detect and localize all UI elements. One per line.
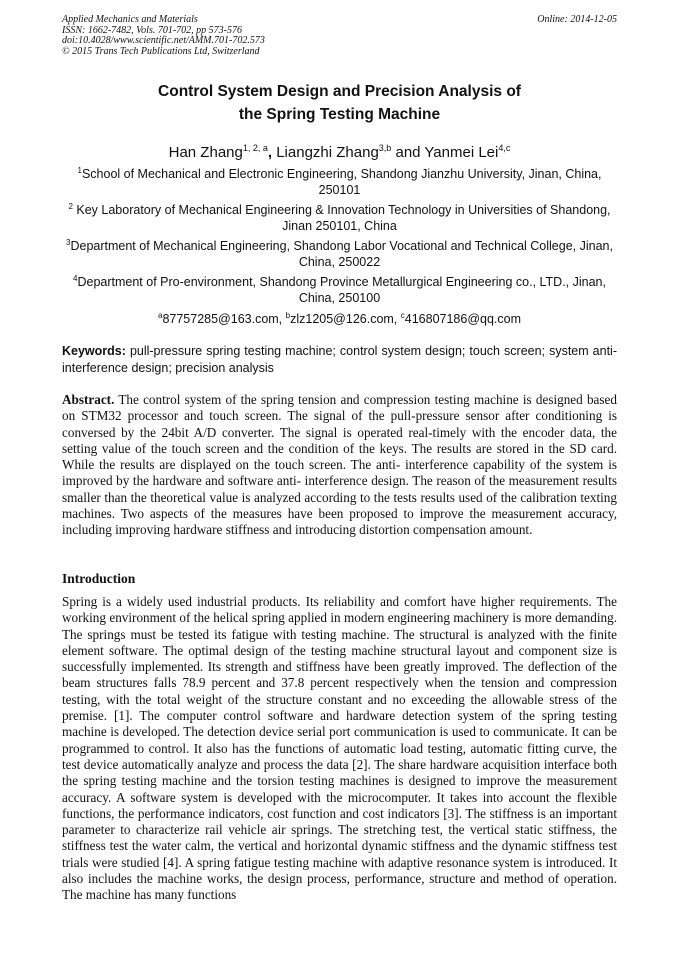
- title-line-2: the Spring Testing Machine: [238, 106, 441, 123]
- title-line-1: Control System Design and Precision Analysis of: [158, 83, 521, 100]
- affiliation-sup: 4: [73, 274, 78, 283]
- paper-title: [62, 80, 617, 126]
- keywords-label: Keywords:: [62, 344, 126, 358]
- affiliation-4: [62, 271, 617, 306]
- affiliation-text: Department of Pro-environment, Shandong Province Metallurgical Engineering co., LTD., Jinan, China, 250100: [77, 275, 606, 306]
- doi-line: doi:10.4028/www.scientific.net/AMM.701-702.573: [62, 35, 265, 47]
- author-list: [62, 138, 617, 163]
- email-sup: c: [400, 311, 405, 320]
- email-sup: a: [157, 311, 163, 320]
- abstract-label: Abstract.: [62, 392, 115, 407]
- email-text: 87757285@163.com,: [162, 312, 286, 327]
- author-sup: 4,c: [498, 143, 511, 153]
- section-heading-introduction: Introduction: [62, 571, 136, 586]
- author-name: Liangzhi Zhang: [276, 144, 379, 161]
- issn-line: ISSN: 1662-7482, Vols. 701-702, pp 573-576: [62, 24, 242, 36]
- affiliation-3: [62, 235, 617, 270]
- affiliation-text: Key Laboratory of Mechanical Engineering & Innovation Technology in Universities of Shandong, Jinan 250101, China: [72, 203, 611, 234]
- author-separator: ,: [267, 144, 277, 161]
- affiliation-sup: 2: [68, 202, 73, 211]
- journal-header: [62, 15, 617, 57]
- email-text: zlz1205@126.com,: [290, 312, 401, 327]
- author-sup: 1, 2, a: [242, 143, 268, 153]
- author-name: Yanmei Lei: [424, 144, 499, 161]
- author-name: Han Zhang: [168, 144, 243, 161]
- keywords-text: pull-pressure spring testing machine; control system design; touch screen; system anti-interference design; precision analysis: [62, 344, 617, 375]
- affiliation-text: Department of Mechanical Engineering, Shandong Labor Vocational and Technical College, Jinan, China, 250022: [70, 239, 613, 270]
- author-separator: and: [391, 144, 425, 161]
- introduction-body: Spring is a widely used industrial products. Its reliability and comfort have higher requirements. The working environment of the helical spring applied in modern engineering machinery is more demanding. The springs must be tested its fatigue with testing machine. The structural is analyzed with the finite element software. The optimal design of the testing machine structural layout and component size is successfully implemented. Its strength and stiffness have been greatly improved. The deflection of the beam structures falls 78.9 percent and 37.8 percent respectively when the tension and compression testing, with the total weight of the structure constant and no exceeding the allowable stress of the premise. [1]. The computer control software and hardware detection system of the spring testing machine is developed. The detection device serial port communication is used to communicate. It can be programmed to control. It also has the functions of automatic load testing, automatic fitting curve, the test device automatically analyze and process the data [2]. The share hardware acquisition interface both the spring testing machine and the torsion testing machines is designed to improve the measurement accuracy. A software system is developed with the microcomputer. It takes into account the flexible functions, the performance indicators, cost function and cost indicators [3]. The stiffness is an important parameter to characterize rail vehicle air springs. The stretching test, the vertical static stiffness, the stiffness test the water calm, the vertical and horizontal dynamic stiffness and the dynamic stiffness test trials were studied [4]. A spring fatigue testing machine with adaptive resonance system is introduced. It also includes the machine works, the design process, performance, structure and method of operation. The machine has many functions: [62, 594, 617, 903]
- affiliation-sup: 3: [66, 238, 71, 247]
- keywords: [62, 343, 617, 376]
- affiliation-2: [62, 199, 617, 234]
- email-sup: b: [285, 311, 291, 320]
- copyright-line: © 2015 Trans Tech Publications Ltd, Switzerland: [62, 45, 260, 57]
- abstract: [62, 392, 617, 539]
- author-sup: 3,b: [378, 143, 392, 153]
- email-line: [62, 308, 617, 327]
- affiliation-1: [62, 163, 617, 198]
- affiliation-sup: 1: [77, 166, 82, 175]
- online-date: Online: 2014-12-05: [537, 14, 617, 25]
- email-text: 416807186@qq.com: [404, 312, 522, 327]
- abstract-text: The control system of the spring tension and compression testing machine is designed based on STM32 processor and touch screen. The signal of the pull-pressure sensor after conditioning is conversed by the 24bit A/D converter. The signal is operated real-timely with the encoder data, the setting value of the touch screen and the condition of the keys. The results are stored in the SD card. While the results are displayed on the touch screen. The anti- interference capability of the system is improved by the hardware and software anti- interference design. The reason of the measurement results smaller than the theoretical value is analyzed according to the tests results used of the calibration texting machines. Two aspects of the measures have been proposed to improve the measurement accuracy, including improving hardware stiffness and introducing distortion compensation amount.: [62, 392, 617, 538]
- affiliation-text: School of Mechanical and Electronic Engineering, Shandong Jianzhu University, Jinan, China, 250101: [81, 167, 602, 198]
- journal-name: Applied Mechanics and Materials: [62, 14, 198, 25]
